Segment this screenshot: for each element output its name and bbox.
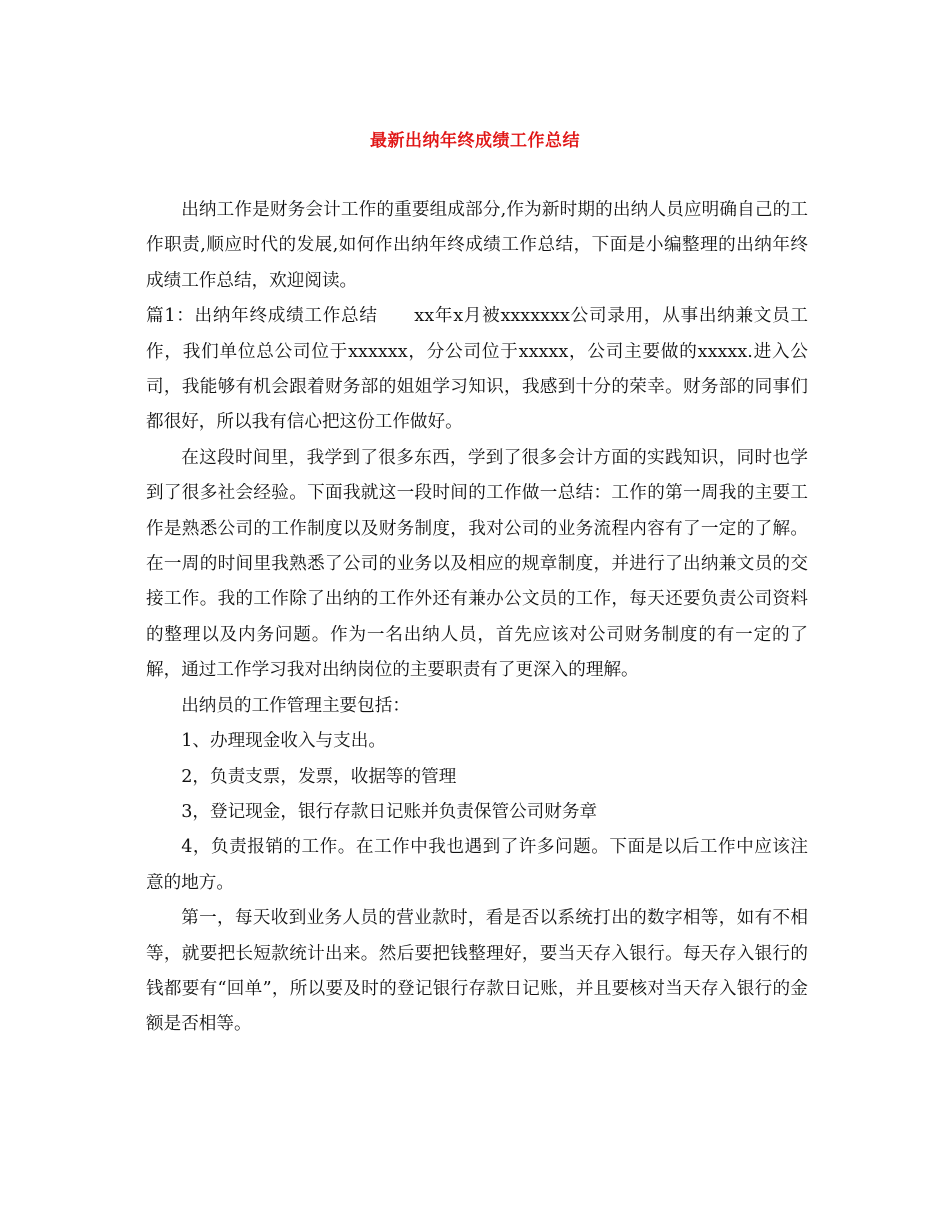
list-item-duty-3: 3，登记现金，银行存款日记账并负责保管公司财务章 bbox=[181, 801, 598, 822]
paragraph-intro: 出纳工作是财务会计工作的重要组成部分,作为新时期的出纳人员应明确自己的工作职责,顺应时代的发展,如何作出纳年终成绩工作总结，下面是小编整理的出纳年终成绩工作总结，欢迎阅读。 bbox=[146, 200, 808, 291]
paragraph-learning: 在这段时间里，我学到了很多东西，学到了很多会计方面的实践知识，同时也学到了很多社会经验。下面我就这一段时间的工作做一总结：工作的第一周我的主要工作是熟悉公司的工作制度以及财务制度，我对公司的业务流程内容有了一定的了解。在一周的时间里我熟悉了公司的业务以及相应的规章制度，并进行了出纳兼文员的交接工作。我的工作除了出纳的工作外还有兼办公文员的工作，每天还要负责公司资料的整理以及内务问题。作为一名出纳人员，首先应该对公司财务制度的有一定的了解，通过工作学习我对出纳岗位的主要职责有了更深入的理解。 bbox=[146, 447, 808, 681]
list-item-duty-2: 2，负责支票，发票，收据等的管理 bbox=[181, 766, 457, 787]
paragraph-duties-heading: 出纳员的工作管理主要包括： bbox=[181, 695, 410, 716]
paragraph-first-point: 第一，每天收到业务人员的营业款时，看是否以系统打出的数字相等，如有不相等，就要把长短款统计出来。然后要把钱整理好，要当天存入银行。每天存入银行的钱都要有“回单”，所以要及时的登记银行存款日记账，并且要核对当天存入银行的金额是否相等。 bbox=[146, 908, 808, 1035]
paragraph-part-1: 篇1：出纳年终成绩工作总结 xx年x月被xxxxxxx公司录用，从事出纳兼文员工作，我们单位总公司位于xxxxxx，分公司位于xxxxx，公司主要做的xxxxx.进入公司，我能够有机会跟着财务部的姐姐学习知识，我感到十分的荣幸。财务部的同事们都很好，所以我有信心把这份工作做好。 bbox=[146, 306, 808, 433]
list-item-duty-1: 1、办理现金收入与支出。 bbox=[181, 731, 386, 752]
document-title: 最新出纳年终成绩工作总结 bbox=[370, 131, 580, 151]
list-item-duty-4: 4，负责报销的工作。在工作中我也遇到了许多问题。下面是以后工作中应该注意的地方。 bbox=[146, 837, 808, 893]
document-body bbox=[146, 193, 808, 1043]
